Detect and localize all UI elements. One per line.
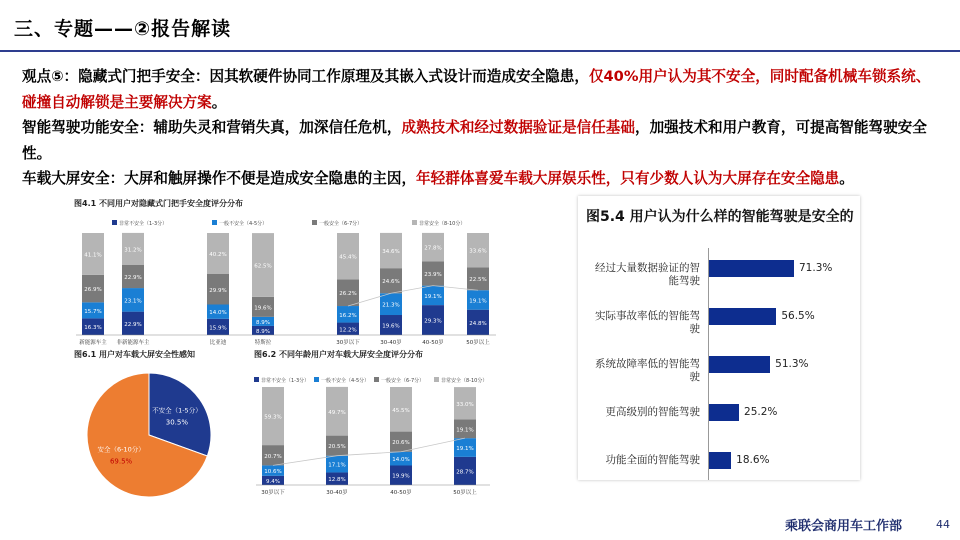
data-label: 19.1% [469, 298, 487, 305]
fig61-chart [72, 360, 232, 500]
pie-label: 不安全（1-5分） [152, 406, 202, 415]
data-label: 19.1% [456, 427, 474, 434]
bar [709, 260, 794, 277]
legend-label: 非常不安全（1-3分） [119, 221, 168, 227]
data-label: 40.2% [209, 252, 227, 259]
y-tick-label: 实际事故率低的智能驾驶 [595, 310, 700, 335]
x-tick-label: 特斯拉 [254, 340, 272, 345]
legend-label: 一般不安全（4-5分） [219, 221, 268, 227]
p3-highlight: 年轻群体喜爱车载大屏娱乐性，只有少数人认为大屏存在安全隐患 [416, 170, 840, 187]
p1-highlight: 仅40%用户认为其不安全，同时配备机械车锁系统、碰撞自动解锁是主要解决方案 [22, 68, 931, 111]
title-divider [0, 50, 960, 52]
bar [709, 452, 731, 469]
data-label: 15.9% [209, 325, 227, 332]
data-label: 49.7% [328, 409, 346, 416]
x-tick-label: 50岁以上 [453, 490, 477, 496]
data-label: 12.2% [339, 327, 357, 334]
x-tick-label: 新能源车主 [79, 340, 107, 345]
data-label: 22.9% [124, 321, 142, 328]
x-tick-label: 30岁以下 [261, 490, 285, 496]
bar [709, 308, 776, 325]
pie-value-label: 30.5% [165, 418, 189, 427]
fig61-panel [72, 346, 232, 502]
data-label: 28.7% [456, 469, 474, 476]
data-label: 23.1% [124, 298, 142, 305]
legend-swatch [254, 377, 259, 382]
x-tick-label: 非新能源车主 [116, 340, 150, 345]
data-label: 19.6% [382, 323, 400, 330]
legend-swatch [314, 377, 319, 382]
p1-text: 观点⑤：隐藏式门把手安全：因其软硬件协同工作原理及其嵌入式设计而造成安全隐患， [22, 68, 589, 85]
y-tick-label: 系统故障率低的智能驾驶 [595, 358, 700, 383]
data-label: 25.2% [744, 406, 778, 418]
paragraph-screen [22, 166, 942, 192]
paragraph-door-handle [22, 64, 942, 115]
x-tick-label: 比亚迪 [209, 340, 227, 345]
p3-text: 车载大屏安全：大屏和触屏操作不便是造成安全隐患的主因， [22, 170, 417, 187]
data-label: 14.0% [392, 457, 410, 464]
y-tick-label: 更高级别的智能驾驶 [605, 406, 700, 418]
pie-label: 安全（6-10分） [97, 445, 145, 454]
fig41-title: 图4.1 不同用户对隐藏式门把手安全度评分分布 [74, 199, 243, 208]
trend-line [348, 286, 478, 306]
fig54-panel [578, 196, 860, 480]
body-text [22, 64, 942, 192]
fig61-title: 图6.1 用户对车载大屏安全性感知 [74, 350, 195, 359]
data-label: 22.9% [124, 274, 142, 281]
data-label: 20.6% [392, 440, 410, 447]
fig62-panel [252, 346, 494, 502]
y-tick-label: 经过大量数据验证的智能驾驶 [595, 262, 700, 287]
legend-swatch [434, 377, 439, 382]
x-tick-label: 40-50岁 [390, 490, 412, 496]
p2-highlight: 成熟技术和经过数据验证是信任基础 [401, 119, 635, 136]
fig41-panel [72, 196, 500, 344]
legend-swatch [312, 220, 317, 225]
p2-end: ，加强技术和用户教育，可提高智能驾驶安全性。 [22, 119, 927, 162]
data-label: 23.9% [424, 271, 442, 278]
data-label: 33.0% [456, 401, 474, 408]
data-label: 8.9% [256, 319, 270, 326]
fig54-title: 图5.4 用户认为什么样的智能驾驶是安全的 [586, 209, 854, 225]
fig41-chart [72, 209, 500, 345]
data-label: 19.9% [392, 473, 410, 480]
data-label: 20.7% [264, 453, 282, 460]
data-label: 12.8% [328, 477, 346, 484]
data-label: 19.6% [254, 305, 272, 312]
page-title: 三、专题——②报告解读 [14, 18, 232, 40]
x-tick-label: 50岁以上 [466, 340, 490, 345]
legend-swatch [412, 220, 417, 225]
data-label: 45.5% [392, 407, 410, 414]
bar [709, 356, 770, 373]
data-label: 59.3% [264, 414, 282, 421]
data-label: 19.1% [456, 446, 474, 453]
data-label: 22.5% [469, 277, 487, 284]
data-label: 31.2% [124, 247, 142, 254]
fig62-title: 图6.2 不同年龄用户对车载大屏安全度评分分布 [254, 350, 423, 359]
legend-swatch [212, 220, 217, 225]
bar [709, 404, 739, 421]
data-label: 33.6% [469, 248, 487, 255]
legend-swatch [112, 220, 117, 225]
x-tick-label: 30-40岁 [380, 340, 402, 345]
data-label: 26.2% [339, 291, 357, 298]
legend-label: 非常安全（8-10分） [419, 221, 466, 227]
data-label: 14.0% [209, 310, 227, 317]
trend-line [273, 438, 465, 465]
data-label: 17.1% [328, 462, 346, 469]
data-label: 62.5% [254, 263, 272, 270]
data-label: 9.4% [266, 478, 280, 485]
data-label: 24.6% [382, 279, 400, 286]
footer-org: 乘联会商用车工作部 [784, 519, 902, 534]
p1-end: 。 [211, 93, 227, 111]
data-label: 26.9% [84, 287, 102, 294]
data-label: 71.3% [799, 262, 833, 274]
data-label: 16.2% [339, 312, 357, 319]
data-label: 10.6% [264, 469, 282, 476]
data-label: 16.3% [84, 325, 102, 332]
p2-text: 智能驾驶功能安全：辅助失灵和营销失真，加深信任危机， [22, 119, 402, 136]
data-label: 21.3% [382, 302, 400, 309]
data-label: 41.1% [84, 252, 102, 259]
data-label: 20.5% [328, 444, 346, 451]
data-label: 34.6% [382, 249, 400, 256]
x-tick-label: 30-40岁 [326, 490, 348, 496]
data-label: 56.5% [781, 310, 815, 322]
legend-label: 一般不安全（4-5分） [321, 378, 370, 384]
legend-label: 一般安全（6-7分） [381, 378, 425, 384]
p3-end: 。 [839, 170, 854, 187]
data-label: 24.8% [469, 320, 487, 327]
data-label: 18.6% [736, 454, 770, 466]
y-tick-label: 功能全面的智能驾驶 [605, 454, 700, 466]
page-number: 44 [936, 518, 950, 531]
legend-label: 一般安全（6-7分） [319, 221, 363, 227]
data-label: 15.7% [84, 308, 102, 315]
legend-label: 非常不安全（1-3分） [261, 378, 310, 384]
paragraph-smart-driving [22, 115, 942, 166]
pie-value-label: 69.5% [109, 457, 133, 466]
data-label: 45.4% [339, 254, 357, 261]
legend-label: 非常安全（8-10分） [441, 378, 488, 384]
data-label: 29.3% [424, 318, 442, 325]
data-label: 27.8% [424, 245, 442, 252]
data-label: 8.9% [256, 328, 270, 335]
x-tick-label: 40-50岁 [422, 340, 444, 345]
fig62-chart [252, 360, 494, 504]
legend-swatch [374, 377, 379, 382]
data-label: 29.9% [209, 287, 227, 294]
data-label: 51.3% [775, 358, 809, 370]
data-label: 19.1% [424, 293, 442, 300]
x-tick-label: 30岁以下 [336, 340, 360, 345]
